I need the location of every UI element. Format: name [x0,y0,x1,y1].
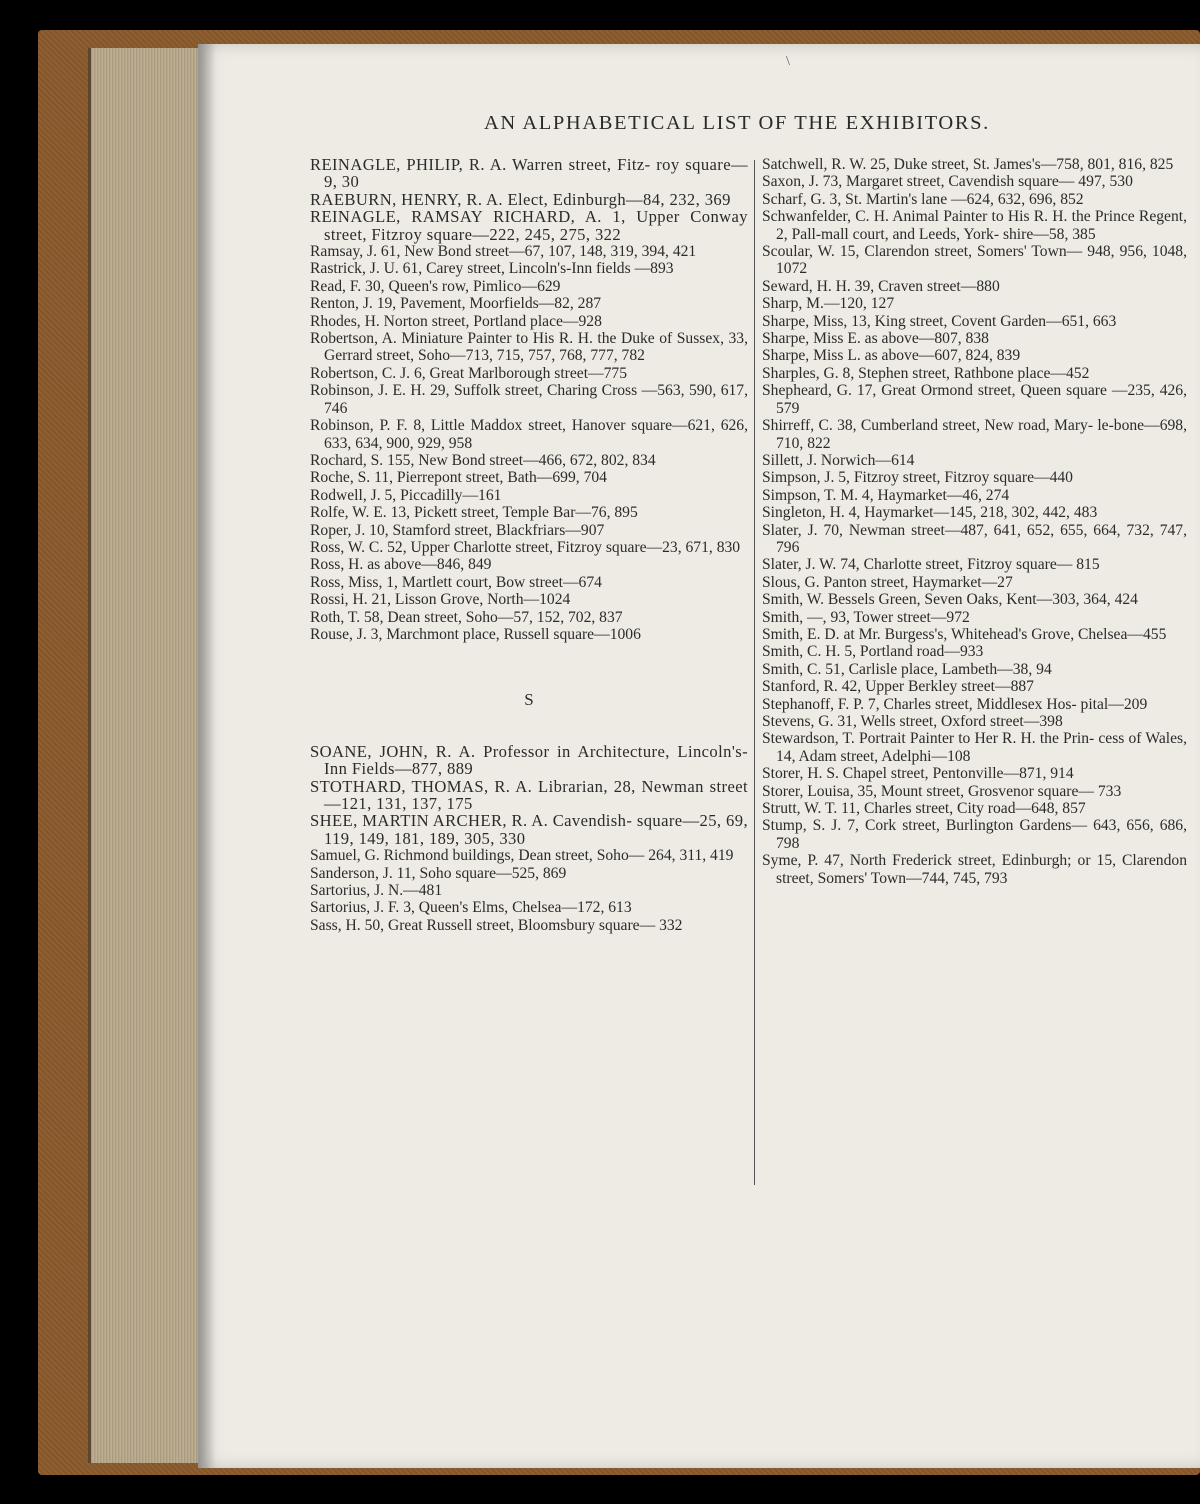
exhibitor-entry: Sharpe, Miss E. as above—807, 838 [762,330,989,348]
exhibitor-entry: Robertson, C. J. 6, Great Marlborough street—775 [310,364,628,382]
exhibitor-entry: Roche, S. 11, Pierrepont street, Bath—699, 704 [310,469,607,487]
exhibitor-entry: Sartorius, J. F. 3, Queen's Elms, Chelsea—172, 613 [310,899,632,917]
exhibitor-entry: Sharpe, Miss L. as above—607, 824, 839 [762,347,1021,365]
exhibitor-entry: Stephanoff, F. P. 7, Charles street, Middlesex Hos- pital—209 [762,695,1148,713]
exhibitor-entry: Slous, G. Panton street, Haymarket—27 [762,573,1013,591]
exhibitor-entry: Rolfe, W. E. 13, Pickett street, Temple Bar—76, 895 [310,504,638,522]
left-entries-s [310,743,748,934]
exhibitor-entry: Strutt, W. T. 11, Charles street, City road—648, 857 [762,800,1086,818]
section-letter: S [524,690,534,710]
exhibitor-entry: Saxon, J. 73, Margaret street, Cavendish square— 497, 530 [762,173,1133,191]
exhibitor-entry: Smith, C. 51, Carlisle place, Lambeth—38, 94 [762,660,1052,678]
exhibitor-entry: Sanderson, J. 11, Soho square—525, 869 [310,864,567,882]
exhibitor-entry: Simpson, J. 5, Fitzroy street, Fitzroy square—440 [762,469,1073,487]
right-entries [762,156,1187,887]
exhibitor-entry: Sillett, J. Norwich—614 [762,451,915,469]
exhibitor-entry: Slater, J. 70, Newman street—487, 641, 652, 655, 664, 732, 747, 796 [762,521,1187,556]
exhibitor-entry: Stevens, G. 31, Wells street, Oxford street—398 [762,713,1063,730]
exhibitor-entry: Seward, H. H. 39, Craven street—880 [762,277,1000,295]
exhibitor-entry: Sharp, M.—120, 127 [762,295,895,313]
exhibitor-entry: Simpson, T. M. 4, Haymarket—46, 274 [762,486,1010,504]
exhibitor-entry: Scoular, W. 15, Clarendon street, Somers' Town— 948, 956, 1048, 1072 [762,243,1187,278]
page-title: AN ALPHABETICAL LIST OF THE EXHIBITORS. [484,112,990,134]
exhibitor-entry: Sass, H. 50, Great Russell street, Bloomsbury square— 332 [310,916,683,934]
exhibitor-entry: Robinson, J. E. H. 29, Suffolk street, Charing Cross —563, 590, 617, 746 [310,382,748,417]
exhibitor-entry: Shepheard, G. 17, Great Ormond street, Queen square —235, 426, 579 [762,382,1187,417]
exhibitor-entry: Satchwell, R. W. 25, Duke street, St. James's—758, 801, 816, 825 [762,156,1174,173]
exhibitor-entry: REINAGLE, RAMSAY RICHARD, A. 1, Upper Conway street, Fitzroy square—222, 245, 275, 322 [310,207,748,244]
exhibitor-entry: STOTHARD, THOMAS, R. A. Librarian, 28, Newman street—121, 131, 137, 175 [310,776,748,813]
exhibitor-entry: Rossi, H. 21, Lisson Grove, North—1024 [310,591,571,609]
exhibitor-entry: Smith, C. H. 5, Portland road—933 [762,643,984,661]
exhibitor-entry: Sharpe, Miss, 13, King street, Covent Garden—651, 663 [762,312,1117,330]
exhibitor-entry: Stanford, R. 42, Upper Berkley street—887 [762,678,1034,696]
exhibitor-entry: Singleton, H. 4, Haymarket—145, 218, 302, 442, 483 [762,504,1098,522]
exhibitor-entry: Roth, T. 58, Dean street, Soho—57, 152, 702, 837 [310,608,623,626]
exhibitor-entry: Storer, Louisa, 35, Mount street, Grosvenor square— 733 [762,782,1122,800]
exhibitor-entry: Shirreff, C. 38, Cumberland street, New road, Mary- le-bone—698, 710, 822 [762,417,1187,452]
left-entries-r [310,156,748,643]
exhibitor-entry: Roper, J. 10, Stamford street, Blackfriars—907 [310,521,605,539]
exhibitor-entry: SOANE, JOHN, R. A. Professor in Architecture, Lincoln's-Inn Fields—877, 889 [310,741,748,779]
exhibitor-entry: Storer, H. S. Chapel street, Pentonville—871, 914 [762,765,1074,783]
exhibitor-entry: RAEBURN, HENRY, R. A. Elect, Edinburgh—84, 232, 369 [310,189,731,209]
column-divider [754,160,755,1185]
exhibitor-entry: Ramsay, J. 61, New Bond street—67, 107, 148, 319, 394, 421 [310,243,697,261]
exhibitor-entry: Ross, W. C. 52, Upper Charlotte street, Fitzroy square—23, 671, 830 [310,538,741,556]
exhibitor-entry: Smith, —, 93, Tower street—972 [762,608,970,626]
exhibitor-entry: Read, F. 30, Queen's row, Pimlico—629 [310,277,561,295]
exhibitor-entry: Smith, W. Bessels Green, Seven Oaks, Kent—303, 364, 424 [762,591,1138,609]
exhibitor-entry: REINAGLE, PHILIP, R. A. Warren street, Fitz- roy square—9, 30 [310,155,748,192]
exhibitor-entry: Samuel, G. Richmond buildings, Dean street, Soho— 264, 311, 419 [310,847,734,865]
left-column [310,156,748,934]
exhibitor-entry: Rhodes, H. Norton street, Portland place—928 [310,312,602,330]
exhibitor-entry: Renton, J. 19, Pavement, Moorfields—82, 287 [310,295,602,313]
exhibitor-entry: Rochard, S. 155, New Bond street—466, 672, 802, 834 [310,451,656,469]
exhibitor-entry: Schwanfelder, C. H. Animal Painter to His R. H. the Prince Regent, 2, Pall-mall court, and Leeds, York- shire—58, 385 [762,208,1187,243]
exhibitor-entry: Sharples, G. 8, Stephen street, Rathbone place—452 [762,364,1090,382]
exhibitor-entry: SHEE, MARTIN ARCHER, R. A. Cavendish- square—25, 69, 119, 149, 181, 189, 305, 330 [310,811,748,848]
page-edges [88,48,206,1463]
exhibitor-entry: Rodwell, J. 5, Piccadilly—161 [310,486,502,504]
exhibitor-entry: Ross, Miss, 1, Martlett court, Bow street—674 [310,573,602,591]
right-column [762,156,1187,887]
exhibitor-entry: Syme, P. 47, North Frederick street, Edinburgh; or 15, Clarendon street, Somers' Town—744, 745, 793 [762,852,1187,887]
exhibitor-entry: Slater, J. W. 74, Charlotte street, Fitzroy square— 815 [762,556,1100,574]
exhibitor-entry: Rastrick, J. U. 61, Carey street, Lincoln's-Inn fields —893 [310,260,674,278]
exhibitor-entry: Smith, E. D. at Mr. Burgess's, Whitehead's Grove, Chelsea—455 [762,625,1167,643]
page-mark: \ [786,54,790,69]
exhibitor-entry: Stewardson, T. Portrait Painter to Her R. H. the Prin- cess of Wales, 14, Adam street, Adelphi—108 [762,730,1187,765]
exhibitor-entry: Ross, H. as above—846, 849 [310,556,492,574]
page-gutter-shadow [198,44,216,1468]
exhibitor-entry: Rouse, J. 3, Marchmont place, Russell square—1006 [310,625,641,643]
exhibitor-entry: Stump, S. J. 7, Cork street, Burlington Gardens— 643, 656, 686, 798 [762,817,1187,852]
exhibitor-entry: Robinson, P. F. 8, Little Maddox street, Hanover square—621, 626, 633, 634, 900, 929, 958 [310,417,748,452]
exhibitor-entry: Scharf, G. 3, St. Martin's lane —624, 632, 696, 852 [762,190,1084,208]
exhibitor-entry: Sartorius, J. N.—481 [310,882,443,900]
exhibitor-entry: Robertson, A. Miniature Painter to His R. H. the Duke of Sussex, 33, Gerrard street, Soho—713, 715, 757, 768, 777, 782 [310,330,748,365]
